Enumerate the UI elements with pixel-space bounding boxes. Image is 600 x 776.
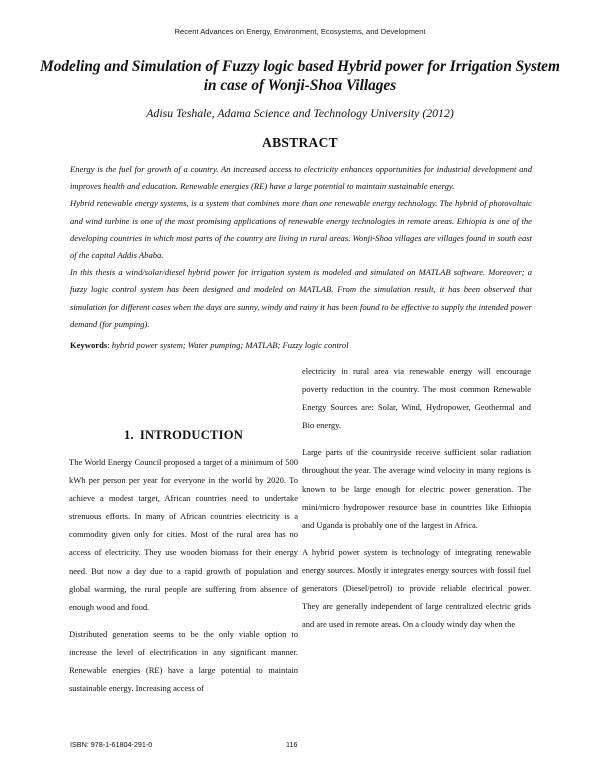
paper-title: Modeling and Simulation of Fuzzy logic based Hybrid power for Irrigation System in case of Wonji-Shoa Villages xyxy=(40,58,560,94)
running-header: Recent Advances on Energy, Environment, Ecosystems, and Development xyxy=(174,27,426,36)
section-heading xyxy=(69,428,298,443)
section-title: INTRODUCTION xyxy=(139,428,244,442)
keywords xyxy=(70,338,532,352)
page-number: 116 xyxy=(286,740,298,749)
abstract-paragraph: Energy is the fuel for growth of a country. An increased access to electricity enhances opportunities for industrial development and improves health and education. Renewable energies (RE) have a large potential to maintain sustainable energy. xyxy=(70,164,532,192)
body-paragraph: Distributed generation seems to be the only viable option to increase the level of electrification in any significant manner. Renewable energies (RE) have a large potential to maintain sustainable energy. Increasing access of xyxy=(69,628,298,694)
left-column xyxy=(69,453,298,706)
keywords-colon: : xyxy=(107,340,112,350)
abstract-paragraph: In this thesis a wind/solar/diesel hybrid power for irrigation system is modeled and simulated on MATLAB software. Moreover; a fuzzy logic control system has been designed and modeled on MATLAB. From the simulation result, it has been observed that simulation for different cases when the days are sunny, windy and rainy it has been found to be effective to supply the intended power demand (for pumping). xyxy=(70,267,532,329)
author-line: Adisu Teshale, Adama Science and Technology University (2012) xyxy=(146,106,454,120)
body-paragraph: Large parts of the countryside receive sufficient solar radiation throughout the year. The average wind velocity in many regions is known to be large enough for electric power generation. The mini/micro hydropower resource base in countries like Ethiopia and Uganda is probably one of the largest in Africa. xyxy=(302,447,531,530)
body-paragraph: The World Energy Council proposed a target of a minimum of 500 kWh per person per year for everyone in the world by 2020. To achieve a modest target, African countries need to undertake strenuous efforts. In many of African countries electricity is a commodity given only for cities. Most of the rural area has no access of electricity. They use wooden biomass for their energy need. But now a day due to a rapid growth of population and global warming, the rural people are suffering from absence of enough wood and food. xyxy=(69,457,298,612)
keywords-text: hybrid power system; Water pumping; MATLAB; Fuzzy logic control xyxy=(111,340,349,350)
footer-isbn: ISBN: 978-1-61804-291-0 xyxy=(70,740,153,749)
right-column xyxy=(302,362,531,642)
abstract-heading: ABSTRACT xyxy=(262,135,338,150)
body-paragraph: A hybrid power system is technology of integrating renewable energy sources. Mostly it integrates energy sources with fossil fuel generators (Diesel/petrol) to provide reliable electrical power. They are generally independent of large centralized electric grids and are used in remote areas. On a cloudy windy day when the xyxy=(302,546,531,630)
abstract-body xyxy=(70,161,532,333)
body-paragraph: electricity in rural area via renewable energy will encourage poverty reduction in the country. The most common Renewable Energy Sources are: Solar, Wind, Hydropower, Geothermal and Bio energy. xyxy=(302,366,531,431)
section-number: 1. xyxy=(123,428,134,442)
abstract-paragraph: Hybrid renewable energy systems, is a system that combines more than one renewable energy technology. The hybrid of photovoltaic and wind turbine is one of the most promising applications of renewable energy technologies in remote areas. Ethiopia is one of the developing countries in which most parts of the country are living in rural areas. Wonji-Shoa villages are villages found in south east of the capital Addis Ababa. xyxy=(70,198,532,261)
keywords-label: Keywords xyxy=(70,340,108,350)
